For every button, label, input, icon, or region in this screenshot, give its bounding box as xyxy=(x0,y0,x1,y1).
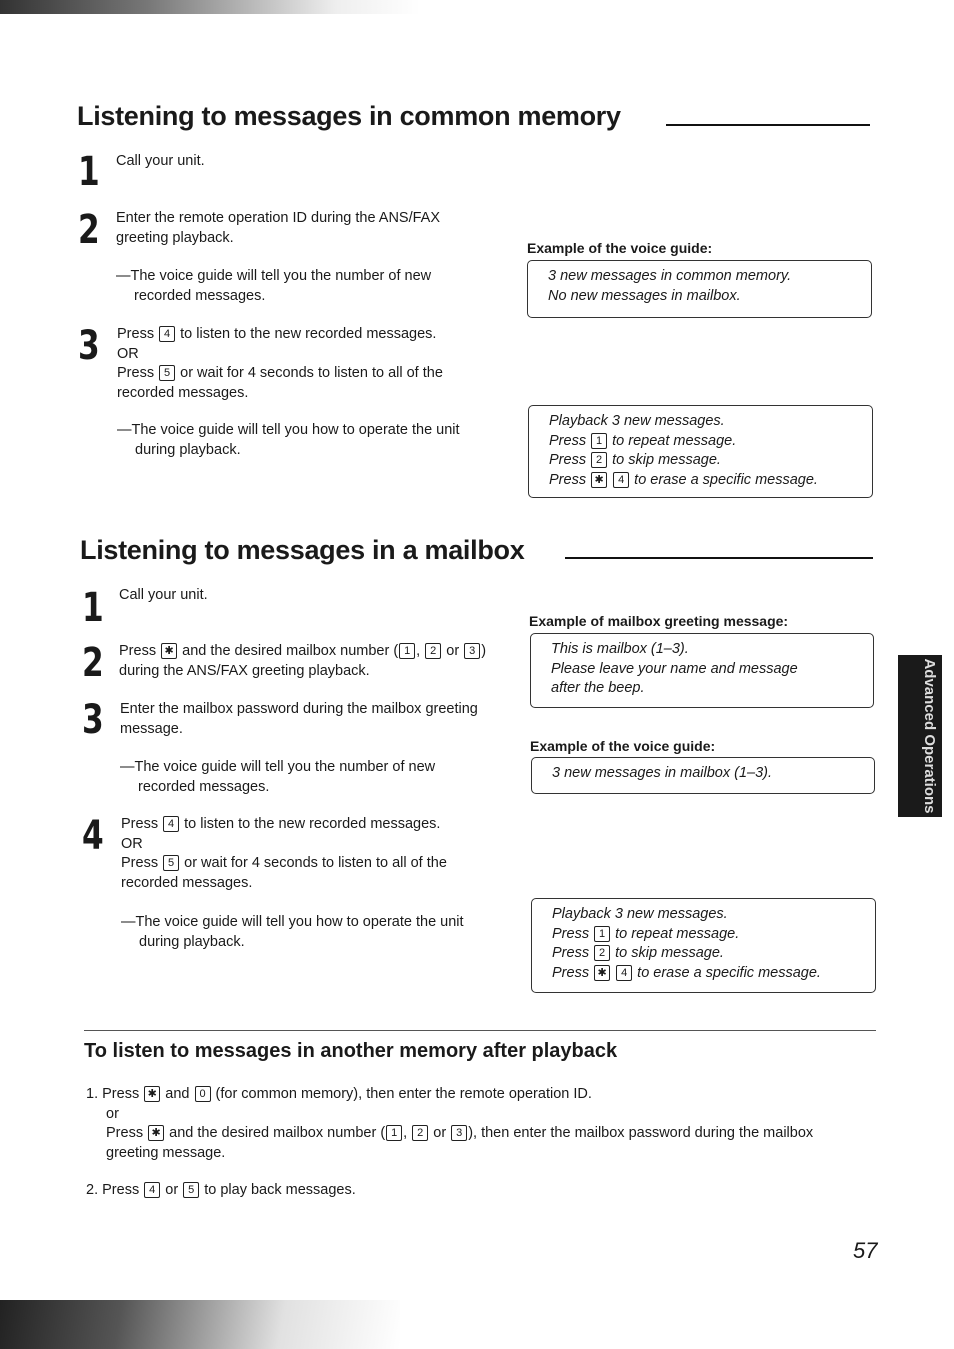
list-line: or xyxy=(106,1105,119,1122)
key-4-icon: 4 xyxy=(163,816,179,832)
list-fragment: or xyxy=(165,1182,179,1198)
step-note: —The voice guide will tell you how to operate the unit during playback. xyxy=(117,422,460,458)
step-text: Call your unit. xyxy=(116,153,205,169)
guide-fragment: to skip message. xyxy=(612,452,721,468)
section-divider xyxy=(84,1030,876,1031)
step-text: Call your unit. xyxy=(119,587,208,603)
step-number: 1 xyxy=(82,585,104,631)
step-number: 2 xyxy=(78,207,100,253)
step-text-fragment: Press xyxy=(117,365,155,381)
example-label: Example of the voice guide: xyxy=(527,240,713,256)
guide-line: 3 new messages in common memory. xyxy=(548,268,792,284)
step-number: 4 xyxy=(82,813,104,859)
key-5-icon: 5 xyxy=(183,1182,199,1198)
key-5-icon: 5 xyxy=(159,365,175,381)
step-text: Press ✱ and the desired mailbox number ( 1 , 2 or 3 ) during the ANS/FAX greeting playback. xyxy=(119,643,487,679)
list-line xyxy=(86,1085,856,1105)
greeting-box xyxy=(530,633,874,708)
list-fragment: (for common memory), then enter the remote operation ID. xyxy=(215,1086,592,1102)
scan-edge-top xyxy=(0,0,420,14)
list-fragment: ), then enter the mailbox password during the mailbox greeting message. xyxy=(106,1125,814,1161)
list-item xyxy=(86,1085,856,1163)
key-2-icon: 2 xyxy=(425,643,441,659)
key-4-icon: 4 xyxy=(144,1182,160,1198)
guide-line: This is mailbox (1–3). xyxy=(551,641,689,657)
list-fragment: to play back messages. xyxy=(204,1182,356,1198)
list-fragment: and xyxy=(165,1086,190,1102)
greeting-label: Example of mailbox greeting message: xyxy=(529,613,789,629)
scan-edge-bottom xyxy=(0,1300,400,1349)
guide-fragment: to repeat message. xyxy=(612,432,737,449)
guide-line: Please leave your name and message xyxy=(551,660,798,677)
guide-fragment: to erase a specific message. xyxy=(634,471,818,488)
key-star-icon: ✱ xyxy=(161,643,177,659)
step-number: 2 xyxy=(82,640,104,686)
list-fragment: Press xyxy=(106,1125,144,1141)
or-label: OR xyxy=(121,835,143,852)
step-text: Enter the remote operation ID during the ANS/FAX greeting playback. xyxy=(116,210,441,246)
step-text-fragment: ) during the ANS/FAX greeting playback. xyxy=(119,643,487,679)
step-text-fragment: Press xyxy=(117,326,155,342)
step-text-fragment: to listen to the new recorded messages. xyxy=(184,816,441,832)
key-star-icon: ✱ xyxy=(594,965,610,981)
key-2-icon: 2 xyxy=(412,1125,428,1141)
key-star-icon: ✱ xyxy=(144,1086,160,1102)
key-2-icon: 2 xyxy=(591,452,607,468)
list-item xyxy=(86,1181,856,1201)
playback-guide-box xyxy=(528,405,873,498)
guide-line xyxy=(552,925,855,945)
title-rule xyxy=(666,124,870,126)
side-tab-label: Advanced Operations xyxy=(921,658,938,814)
step-number: 3 xyxy=(78,323,100,369)
step-text-fragment: Press xyxy=(121,855,159,871)
step-text-fragment: or wait for 4 seconds to listen to all of the recorded messages. xyxy=(121,855,447,891)
title-rule xyxy=(565,557,873,559)
guide-fragment: Press xyxy=(549,432,587,449)
key-1-icon: 1 xyxy=(386,1125,402,1141)
key-star-icon: ✱ xyxy=(148,1125,164,1141)
step-text-fragment: and the desired mailbox number ( xyxy=(182,643,399,659)
step-text-fragment: Press xyxy=(121,816,159,832)
side-tab xyxy=(898,655,942,817)
key-4-icon: 4 xyxy=(616,965,632,981)
step-text-fragment: or wait for 4 seconds to listen to all of the recorded messages. xyxy=(117,365,443,401)
key-1-icon: 1 xyxy=(594,926,610,942)
step-text xyxy=(117,325,492,403)
guide-line: No new messages in mailbox. xyxy=(548,287,741,304)
list-number: 1. xyxy=(86,1086,99,1102)
key-3-icon: 3 xyxy=(464,643,480,659)
guide-fragment: Press xyxy=(552,925,590,942)
step-text-fragment: to listen to the new recorded messages. xyxy=(180,326,437,342)
step-text xyxy=(121,815,493,893)
guide-line: after the beep. xyxy=(551,680,645,696)
guide-fragment: to repeat message. xyxy=(615,925,740,942)
step-text-fragment: Press xyxy=(119,643,157,659)
key-1-icon: 1 xyxy=(591,433,607,449)
guide-line: Playback 3 new messages. xyxy=(552,906,728,922)
step-text: Enter the mailbox password during the mailbox greeting message. xyxy=(120,701,478,737)
list-number: 2. xyxy=(86,1182,99,1198)
list-fragment: or xyxy=(433,1125,447,1141)
list-fragment: and the desired mailbox number ( xyxy=(169,1125,386,1141)
guide-line: Playback 3 new messages. xyxy=(549,413,725,429)
example-label: Example of the voice guide: xyxy=(530,738,716,754)
step-number: 3 xyxy=(82,697,104,743)
page-number: 57 xyxy=(853,1238,878,1263)
guide-fragment: Press xyxy=(549,452,587,468)
guide-fragment: to skip message. xyxy=(615,945,724,961)
step-text-fragment: or xyxy=(446,643,460,659)
key-0-icon: 0 xyxy=(195,1086,211,1102)
step-note: —The voice guide will tell you the number of new recorded messages. xyxy=(116,268,432,304)
voice-guide-box xyxy=(531,757,875,794)
subsection-title-another-memory: To listen to messages in another memory after playback xyxy=(84,1040,618,1062)
section-title-mailbox: Listening to messages in a mailbox xyxy=(80,535,525,565)
step-note: —The voice guide will tell you the number of new recorded messages. xyxy=(120,759,436,795)
key-star-icon: ✱ xyxy=(591,472,607,488)
playback-guide-box xyxy=(531,898,876,993)
list-fragment: Press xyxy=(102,1086,140,1102)
guide-fragment: Press xyxy=(552,945,590,961)
key-4-icon: 4 xyxy=(159,326,175,342)
step-number: 1 xyxy=(78,149,100,195)
voice-guide-box xyxy=(527,260,872,318)
guide-line: 3 new messages in mailbox (1–3). xyxy=(552,765,773,781)
guide-line xyxy=(549,432,852,452)
key-2-icon: 2 xyxy=(594,945,610,961)
or-label: OR xyxy=(117,345,139,362)
guide-line xyxy=(549,471,852,491)
key-4-icon: 4 xyxy=(613,472,629,488)
list-line: Press ✱ and the desired mailbox number ( 1 , 2 or 3 ), then enter the mailbox password during the mailbox greeting message. xyxy=(106,1125,814,1161)
key-3-icon: 3 xyxy=(451,1125,467,1141)
section-title-common-memory: Listening to messages in common memory xyxy=(77,101,621,131)
guide-fragment: Press xyxy=(552,964,590,981)
step-note: —The voice guide will tell you how to operate the unit during playback. xyxy=(121,914,464,950)
guide-fragment: Press xyxy=(549,471,587,488)
guide-fragment: to erase a specific message. xyxy=(637,964,821,981)
guide-line xyxy=(549,451,852,471)
key-5-icon: 5 xyxy=(163,855,179,871)
guide-line xyxy=(552,964,855,984)
guide-line xyxy=(552,944,855,964)
list-fragment: Press xyxy=(102,1182,140,1198)
key-1-icon: 1 xyxy=(399,643,415,659)
